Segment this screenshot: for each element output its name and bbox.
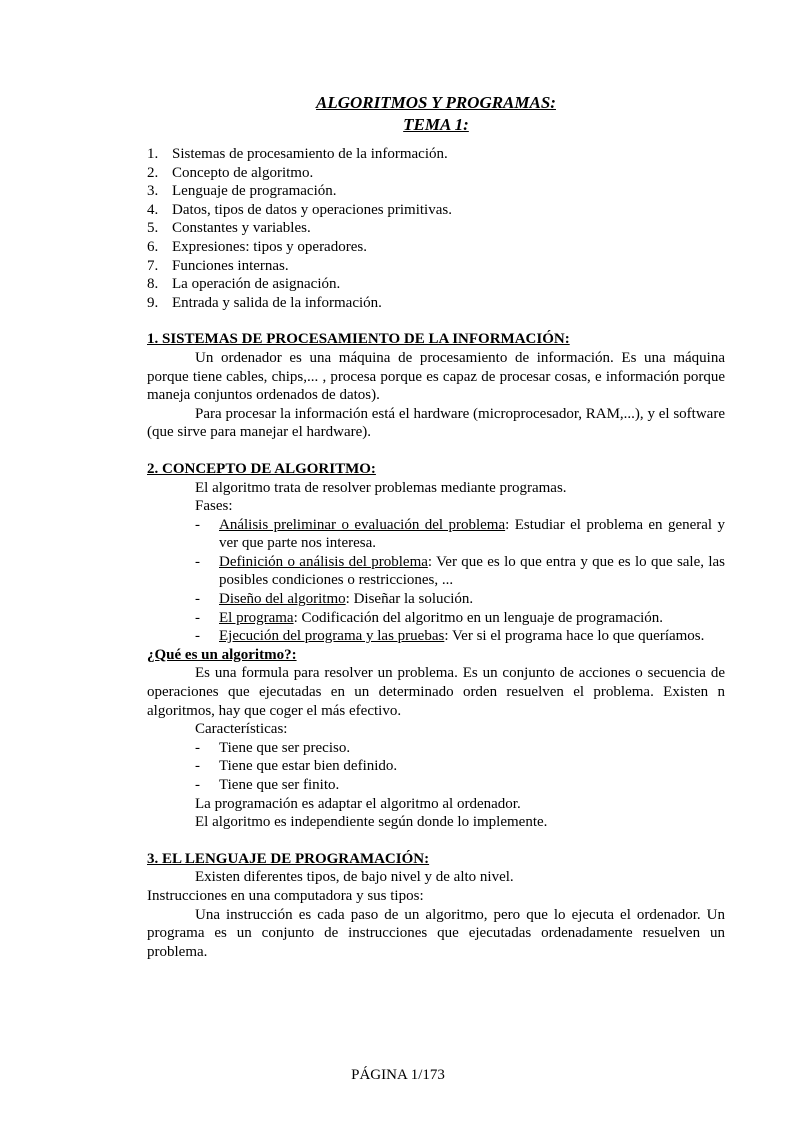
section-1-paragraph: Un ordenador es una máquina de procesamiento de información. Es una máquina porque tiene cables, chips,... , procesa porque es capaz de procesar cosas, e información porque maneja conjuntos ordenados de datos). [147, 349, 725, 404]
toc-item: 6. Expresiones: tipos y operadores. [147, 238, 367, 255]
toc-item: 1. Sistemas de procesamiento de la información. [147, 146, 448, 162]
section-2-paragraph: El algoritmo es independiente según donde lo implemente. [195, 814, 548, 831]
section-3-paragraph: Existen diferentes tipos, de bajo nivel y de alto nivel. [195, 869, 514, 886]
toc-item: 7. Funciones internas. [147, 257, 289, 274]
title-line-1: ALGORITMOS Y PROGRAMAS: [316, 93, 556, 112]
characteristic-item: - Tiene que ser preciso. [195, 739, 351, 756]
toc-item: 9. Entrada y salida de la información. [147, 294, 382, 311]
toc-item: 4. Datos, tipos de datos y operaciones primitivas. [147, 201, 452, 218]
characteristics-label: Características: [195, 721, 288, 738]
section-1-heading: 1. SISTEMAS DE PROCESAMIENTO DE LA INFORMACIÓN: [147, 331, 570, 348]
title-line-2: TEMA 1: [403, 115, 469, 134]
phase-item: - El programa: Codificación del algoritmo en un lenguaje de programación. [195, 609, 664, 626]
toc-item: 8. La operación de asignación. [147, 276, 341, 293]
section-2-heading: 2. CONCEPTO DE ALGORITMO: [147, 460, 376, 477]
section-1-paragraph: Para procesar la información está el hardware (microprocesador, RAM,...), y el software (que sirve para manejar el hardware). [147, 405, 725, 441]
characteristic-item: - Tiene que estar bien definido. [195, 758, 398, 775]
phase-item: - Análisis preliminar o evaluación del problema: Estudiar el problema en general y ver que parte nos interesa. [195, 516, 725, 552]
toc-item: 5. Constantes y variables. [147, 220, 311, 237]
section-3-paragraph: Una instrucción es cada paso de un algoritmo, pero que lo ejecuta el ordenador. Un programa es un conjunto de instrucciones que ejecutadas ordenadamente resuelven un problema. [147, 906, 725, 960]
section-2-paragraph: La programación es adaptar el algoritmo al ordenador. [195, 795, 521, 812]
section-3-paragraph: Instrucciones en una computadora y sus tipos: [147, 887, 424, 904]
page-content [147, 92, 725, 961]
table-of-contents [147, 145, 725, 312]
phase-item: - Diseño del algoritmo: Diseñar la solución. [195, 591, 474, 608]
section-3-heading: 3. EL LENGUAJE DE PROGRAMACIÓN: [147, 850, 430, 867]
what-is-algorithm-heading: ¿Qué es un algoritmo?: [147, 646, 297, 663]
characteristic-item: - Tiene que ser finito. [195, 777, 340, 793]
section-2-paragraph: El algoritmo trata de resolver problemas mediante programas. [195, 479, 567, 496]
toc-item: 3. Lenguaje de programación. [147, 183, 337, 200]
algorithm-definition: Es una formula para resolver un problema. Es un conjunto de acciones o secuencia de operaciones que ejecutadas en un determinado orden resuelven el problema. Existen n algoritmos, hay que coger el más efectivo. [147, 665, 725, 719]
phases-label: Fases: [195, 498, 233, 515]
page-footer: PÁGINA 1/173 [351, 1067, 445, 1083]
phase-item: - Definición o análisis del problema: Ver que es lo que entra y que es lo que sale, las posibles condiciones o restricciones, ... [195, 553, 725, 589]
phase-item: - Ejecución del programa y las pruebas: Ver si el programa hace lo que queríamos. [195, 628, 705, 645]
toc-item: 2. Concepto de algoritmo. [147, 164, 314, 181]
